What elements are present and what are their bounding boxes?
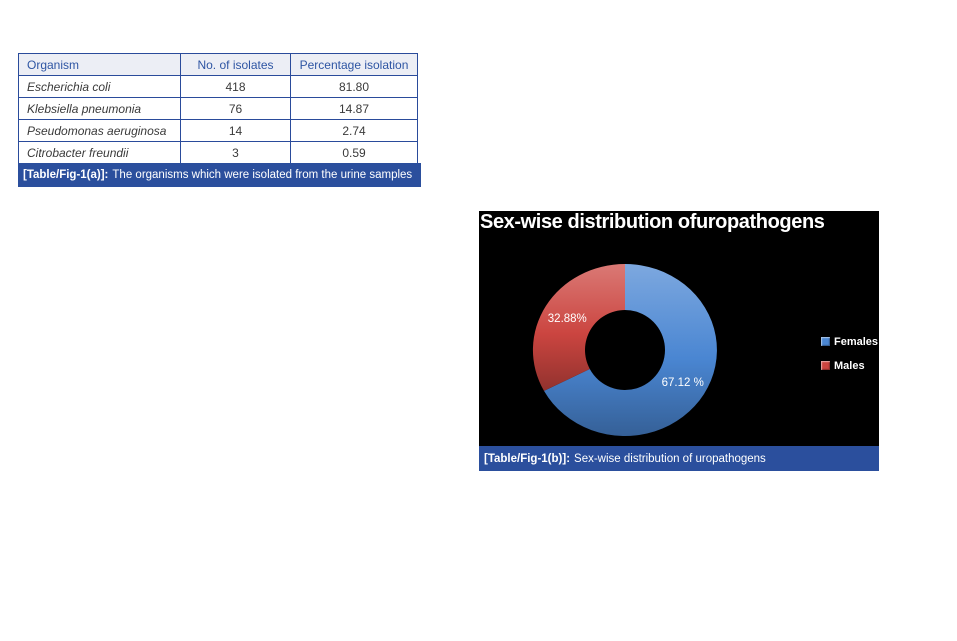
table-caption-text: The organisms which were isolated from the urine samples [112,169,413,181]
females-swatch-icon [821,337,830,346]
chart-caption-bar [479,446,879,471]
organism-name: Citrobacter freundii [19,142,181,164]
males-swatch-icon [821,361,830,370]
legend-item-males [821,359,878,372]
legend-item-females [821,335,878,348]
column-header-percentage: Percentage isolation [291,54,418,76]
column-header-organism: Organism [19,54,181,76]
organism-name: Klebsiella pneumonia [19,98,181,120]
table-header-row [19,54,418,76]
table-row [19,142,418,164]
chart-legend [821,335,878,383]
isolates-value: 76 [181,98,291,120]
table-figure-1a [18,53,421,187]
percentage-value: 0.59 [291,142,418,164]
donut-chart-svg [479,211,879,446]
percentage-value: 81.80 [291,76,418,98]
organism-name: Pseudomonas aeruginosa [19,120,181,142]
donut-slice-males [533,264,625,391]
organism-name: Escherichia coli [19,76,181,98]
table-row [19,120,418,142]
table-row [19,98,418,120]
chart-figure-1b [479,211,879,471]
percentage-value: 14.87 [291,98,418,120]
column-header-isolates: No. of isolates [181,54,291,76]
legend-label-females: Females [834,335,879,348]
organism-table [18,53,418,164]
isolates-value: 3 [181,142,291,164]
chart-title: Sex-wise distribution ofuropathogens [480,211,825,233]
chart-caption-label: [Table/Fig-1(b)]: [484,452,571,465]
table-caption-bar [18,163,421,187]
isolates-value: 14 [181,120,291,142]
legend-label-males: Males [834,359,865,372]
table-row [19,76,418,98]
table-caption-label: [Table/Fig-1(a)]: [23,169,109,181]
slice-label-females: 67.12 % [661,377,704,390]
chart-caption-text: Sex-wise distribution of uropathogens [574,452,766,465]
isolates-value: 418 [181,76,291,98]
percentage-value: 2.74 [291,120,418,142]
slice-label-males: 32.88% [547,312,587,325]
donut-chart [479,211,879,446]
